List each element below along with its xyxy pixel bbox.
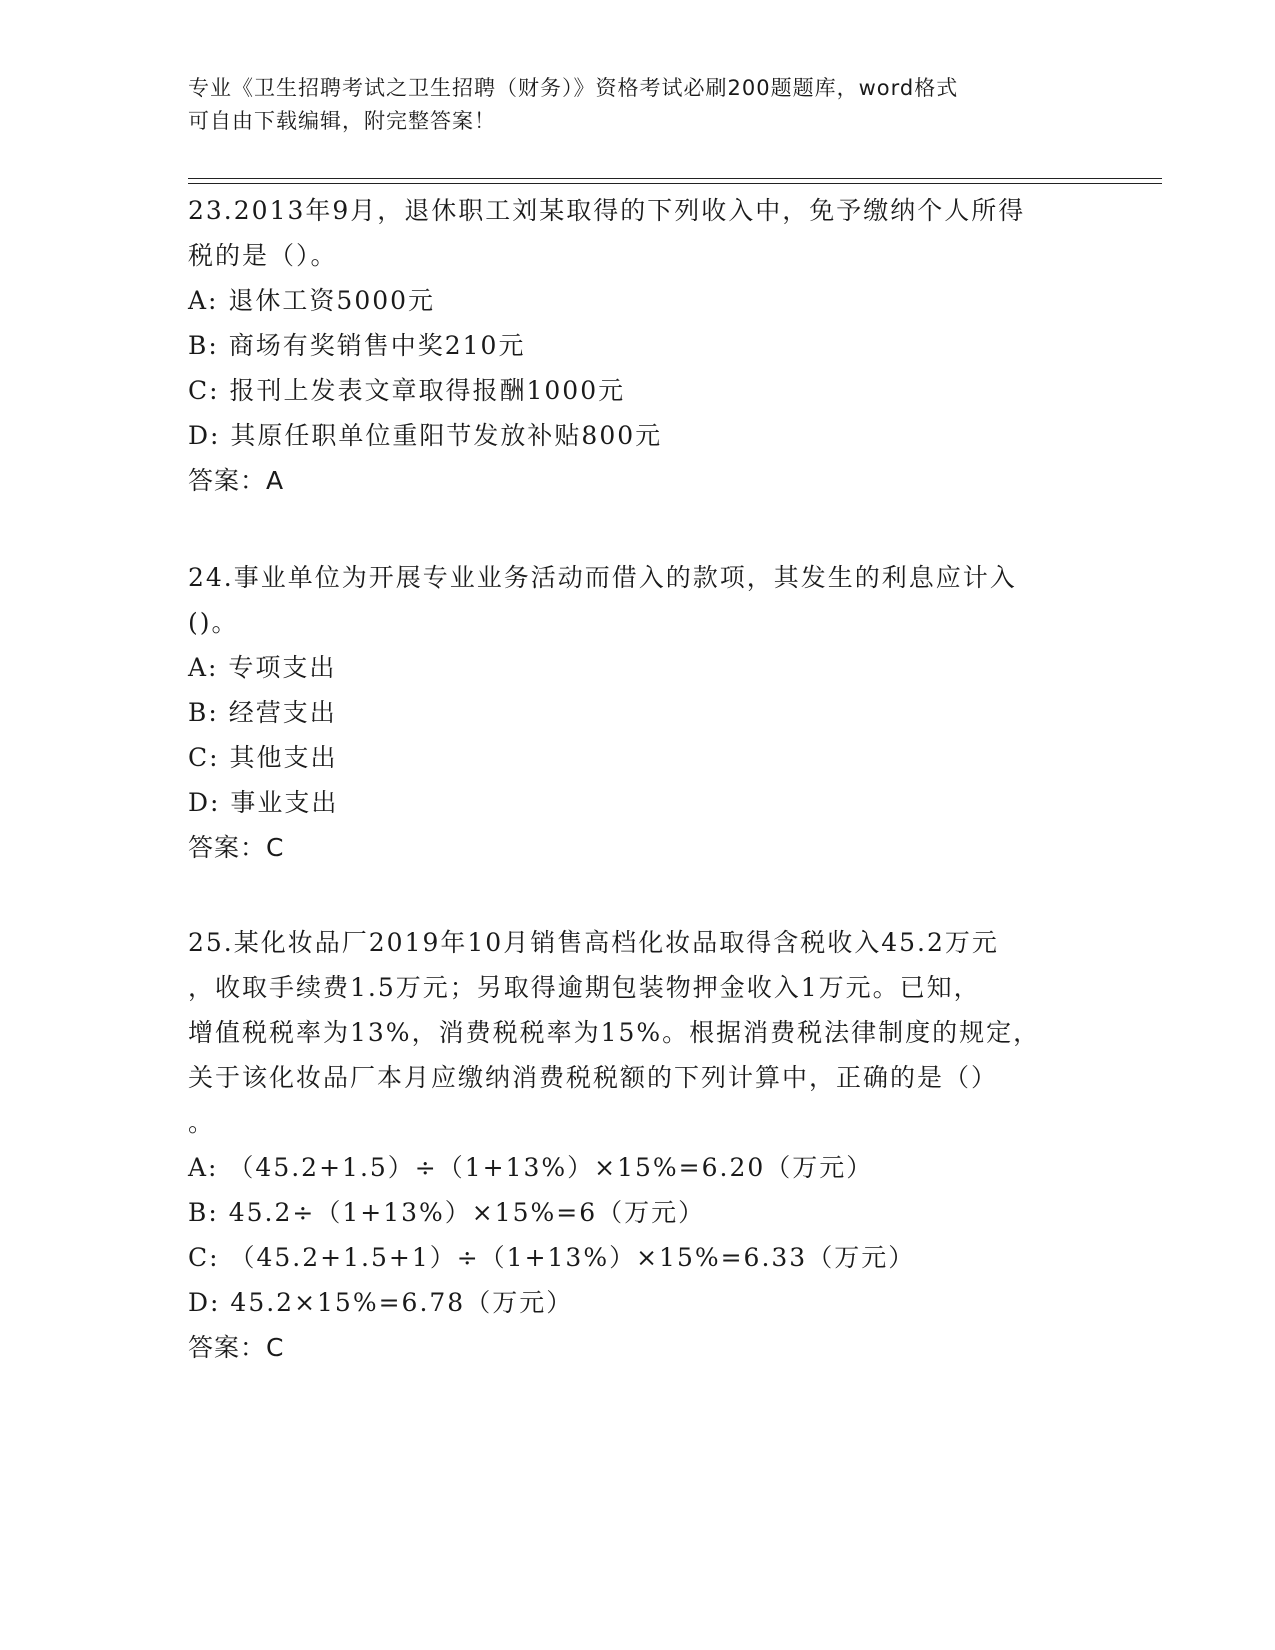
question-stem-line: 关于该化妆品厂本月应缴纳消费税税额的下列计算中，正确的是（） bbox=[188, 1063, 999, 1092]
question-25 bbox=[188, 920, 1088, 1370]
question-stem-line: 税的是（）。 bbox=[188, 241, 338, 270]
answer-line: 答案：C bbox=[188, 1333, 285, 1362]
question-stem-line: ()。 bbox=[188, 608, 239, 637]
header-line-1: 专业《卫生招聘考试之卫生招聘（财务）》资格考试必刷200题题库，word格式 bbox=[188, 76, 959, 100]
question-stem-line: 23.2013年9月，退休职工刘某取得的下列收入中，免予缴纳个人所得 bbox=[188, 196, 1026, 225]
question-stem-line: 增值税税率为13%，消费税税率为15%。根据消费税法律制度的规定， bbox=[188, 1018, 1041, 1047]
question-stem-line: 25.某化妆品厂2019年10月销售高档化妆品取得含税收入45.2万元 bbox=[188, 928, 999, 957]
question-23 bbox=[188, 188, 1088, 503]
option-a: A: 专项支出 bbox=[188, 653, 337, 682]
question-stem-line: 。 bbox=[188, 1108, 216, 1137]
answer-line: 答案：C bbox=[188, 833, 285, 862]
document-header bbox=[188, 72, 1088, 138]
question-stem-line: 24.事业单位为开展专业业务活动而借入的款项，其发生的利息应计入 bbox=[188, 563, 1017, 592]
option-b: B: 经营支出 bbox=[188, 698, 337, 727]
option-b: B: 45.2÷（1+13%）×15%=6（万元） bbox=[188, 1198, 706, 1227]
option-c: C: （45.2+1.5+1）÷（1+13%）×15%=6.33（万元） bbox=[188, 1243, 916, 1272]
option-d: D: 其原任职单位重阳节发放补贴800元 bbox=[188, 421, 663, 450]
header-line-2: 可自由下载编辑，附完整答案！ bbox=[188, 109, 496, 133]
option-d: D: 45.2×15%=6.78（万元） bbox=[188, 1288, 574, 1317]
option-a: A: （45.2+1.5）÷（1+13%）×15%=6.20（万元） bbox=[188, 1153, 874, 1182]
option-c: C: 其他支出 bbox=[188, 743, 338, 772]
header-divider-top bbox=[188, 178, 1162, 179]
answer-line: 答案：A bbox=[188, 466, 285, 495]
option-b: B: 商场有奖销售中奖210元 bbox=[188, 331, 526, 360]
question-24 bbox=[188, 555, 1088, 870]
question-stem-line: ，收取手续费1.5万元；另取得逾期包装物押金收入1万元。已知， bbox=[188, 973, 981, 1002]
option-c: C: 报刊上发表文章取得报酬1000元 bbox=[188, 376, 626, 405]
option-a: A: 退休工资5000元 bbox=[188, 286, 436, 315]
option-d: D: 事业支出 bbox=[188, 788, 339, 817]
header-divider-bottom bbox=[188, 183, 1162, 184]
